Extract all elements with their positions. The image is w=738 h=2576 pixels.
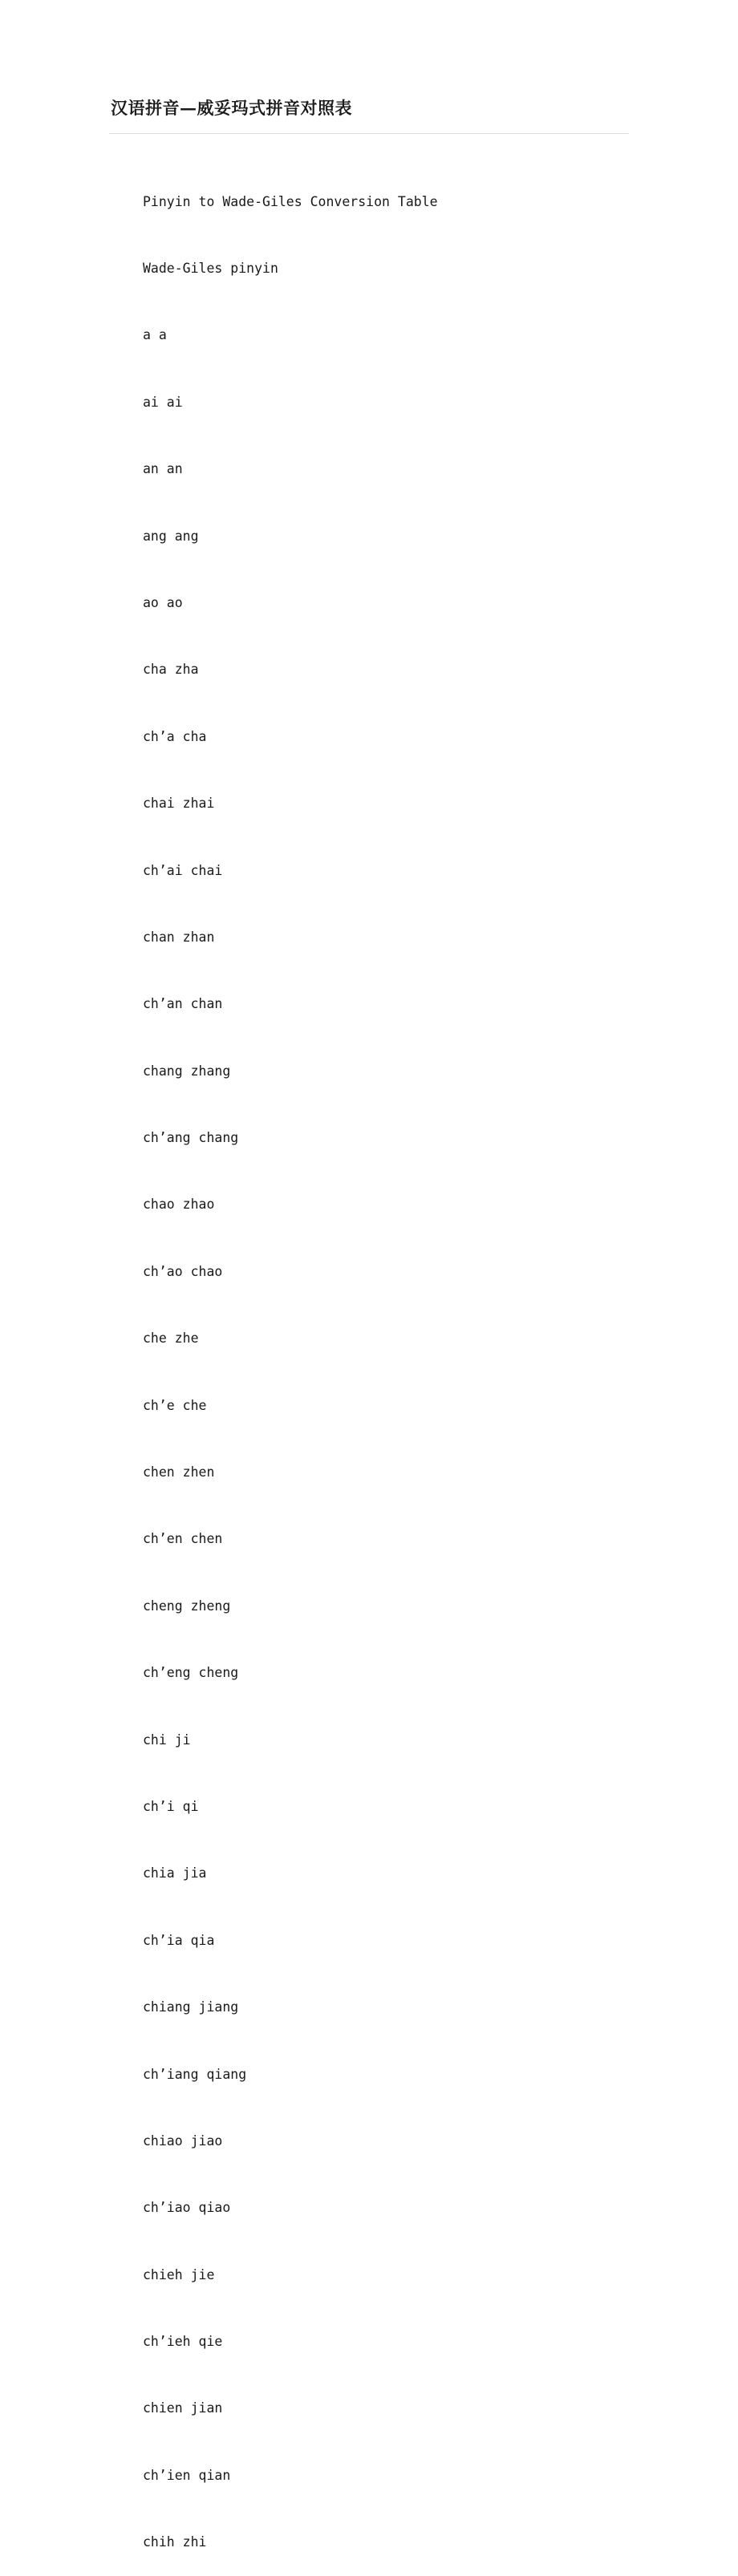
table-row: chih zhi xyxy=(143,2534,207,2550)
table-row: ch’ia qia xyxy=(143,1932,215,1948)
table-row: ch’iang qiang xyxy=(143,2066,247,2082)
table-row: ch’ao chao xyxy=(143,1263,223,1279)
table-row: ch’e che xyxy=(143,1397,207,1413)
table-row: chang zhang xyxy=(143,1063,231,1079)
table-row: ai ai xyxy=(143,394,183,410)
table-row: a a xyxy=(143,327,167,343)
table-row: ch’ieh qie xyxy=(143,2334,223,2350)
table-heading: Pinyin to Wade-Giles Conversion Table xyxy=(143,193,438,209)
table-row: an an xyxy=(143,461,183,477)
table-row: chiao jiao xyxy=(143,2132,223,2149)
table-row: chia jia xyxy=(143,1865,207,1881)
table-row: chao zhao xyxy=(143,1197,215,1213)
table-row: chieh jie xyxy=(143,2266,215,2282)
table-row: ch’ien qian xyxy=(143,2467,231,2483)
table-row: ch’eng cheng xyxy=(143,1665,239,1681)
conversion-table xyxy=(143,146,438,2576)
page-title: 汉语拼音—威妥玛式拼音对照表 xyxy=(111,98,352,118)
table-row: chen zhen xyxy=(143,1464,215,1480)
table-row: ch’iao qiao xyxy=(143,2200,231,2216)
table-row: ch’a cha xyxy=(143,728,207,744)
table-row: ch’en chen xyxy=(143,1531,223,1547)
table-row: ang ang xyxy=(143,528,199,544)
table-row: chai zhai xyxy=(143,796,215,812)
table-row: chien jian xyxy=(143,2400,223,2416)
table-row: ch’ai chai xyxy=(143,862,223,878)
table-row: ch’an chan xyxy=(143,996,223,1012)
table-row: che zhe xyxy=(143,1331,199,1347)
table-row: chan zhan xyxy=(143,929,215,945)
table-row: cheng zheng xyxy=(143,1598,231,1614)
table-row: ao ao xyxy=(143,594,183,610)
table-row: ch’ang chang xyxy=(143,1130,239,1146)
table-row: ch’i qi xyxy=(143,1798,199,1814)
table-row: chiang jiang xyxy=(143,1999,239,2015)
column-header: Wade-Giles pinyin xyxy=(143,260,278,276)
table-row: cha zha xyxy=(143,662,199,678)
table-row: chi ji xyxy=(143,1732,191,1748)
title-divider xyxy=(109,133,629,134)
